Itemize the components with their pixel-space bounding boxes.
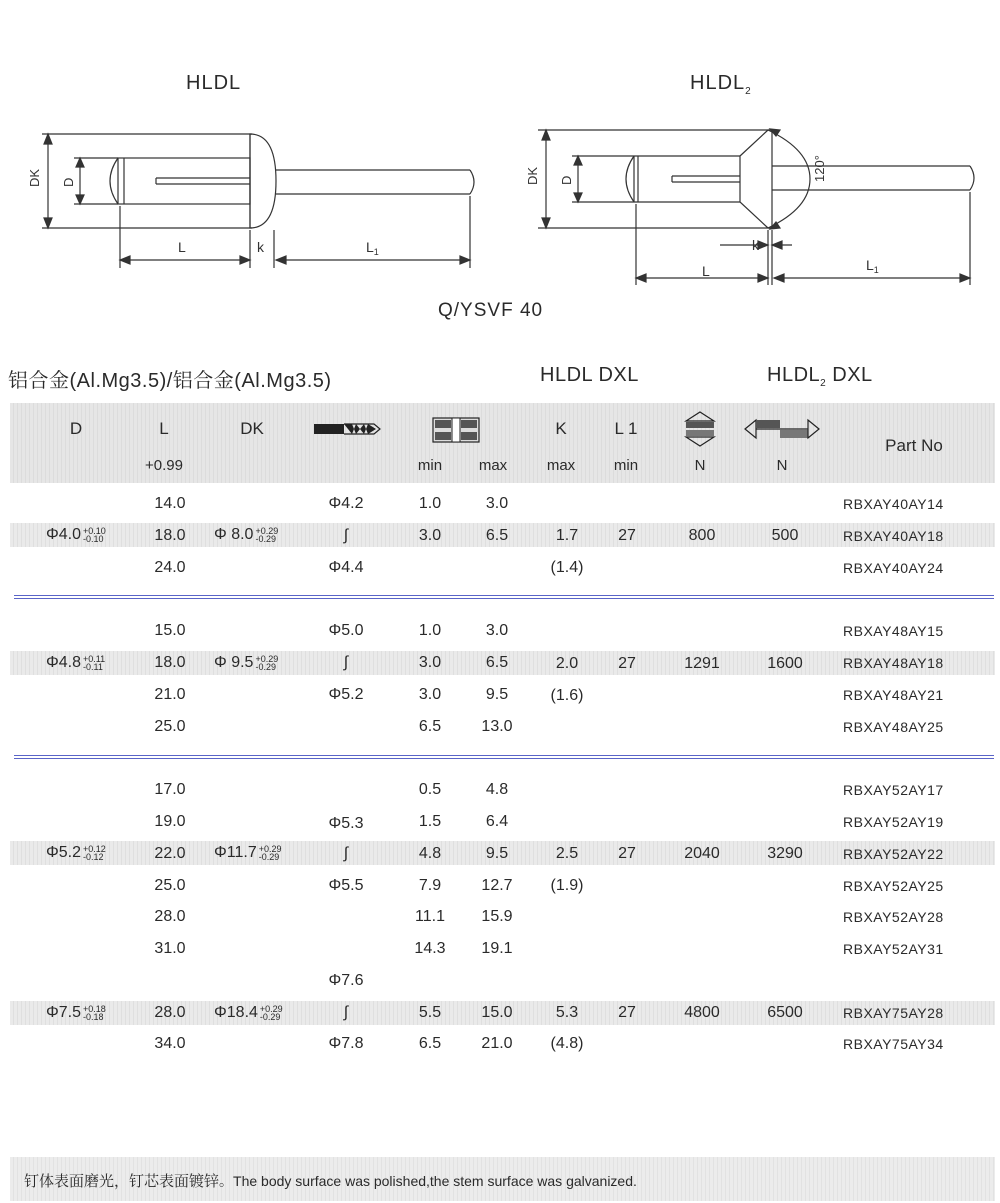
cell-d: Φ5.2 +0.12 -0.12 (46, 843, 106, 862)
cell-n-shear: 2040 (684, 845, 720, 862)
cell-l1: 27 (618, 655, 636, 672)
cell-dk: Φ11.7 +0.29 -0.29 (214, 843, 282, 862)
cell-max: 19.1 (481, 940, 513, 957)
cell-dk: Φ 8.0 +0.29 -0.29 (214, 525, 279, 544)
l1-label-2: $L_1$ (866, 257, 879, 275)
cell-n-tensile: 6500 (767, 1004, 803, 1021)
header-k: K (555, 419, 567, 438)
grip-range-icon (432, 417, 480, 443)
series-hldl: HLDL DXL (540, 364, 639, 386)
cell-min: 5.5 (418, 1004, 442, 1021)
cell-dk: Φ 9.5 +0.29 -0.29 (214, 653, 279, 672)
cell-drill: Φ7.8 (328, 1035, 364, 1052)
header-l: L (159, 419, 169, 438)
group-separator (14, 755, 994, 756)
l-label: L (178, 239, 186, 255)
cell-l: 14.0 (154, 495, 186, 512)
cell-drill: Φ4.4 (328, 559, 364, 576)
cell-k: 2.0 (555, 655, 579, 672)
cell-drill: ∫ (343, 845, 349, 862)
dk-label-2: DK (525, 166, 540, 185)
cell-l: 28.0 (154, 1004, 186, 1021)
cell-l: 34.0 (154, 1035, 186, 1052)
cell-max: 6.4 (485, 813, 509, 830)
cell-n-tensile: 1600 (767, 655, 803, 672)
cell-part-no: RBXAY40AY18 (843, 528, 944, 544)
hldl-rivet-diagram (20, 110, 500, 280)
cell-max: 3.0 (485, 495, 509, 512)
series-hldl2: $HLDL_2$ DXL (767, 364, 873, 389)
cell-d: Φ7.5 +0.18 -0.18 (46, 1003, 106, 1022)
cell-max: 3.0 (485, 622, 509, 639)
cell-max: 4.8 (485, 781, 509, 798)
cell-drill: ∫ (343, 527, 349, 544)
cell-drill: Φ5.2 (328, 686, 364, 703)
cell-part-no: RBXAY52AY19 (843, 814, 944, 830)
cell-n-shear: 4800 (684, 1004, 720, 1021)
cell-max: 9.5 (485, 686, 509, 703)
cell-l: 25.0 (154, 877, 186, 894)
cell-drill: Φ5.0 (328, 622, 364, 639)
cell-min: 1.0 (418, 622, 442, 639)
cell-drill: ∫ (343, 654, 349, 671)
l1-label: $L_1$ (366, 239, 379, 257)
header-l1: L 1 (614, 419, 638, 438)
cell-max: 12.7 (481, 877, 513, 894)
cell-k-alt: (1.9) (550, 877, 584, 894)
cell-min: 3.0 (418, 527, 442, 544)
cell-part-no: RBXAY52AY25 (843, 878, 944, 894)
cell-dk: Φ18.4 +0.29 -0.29 (214, 1003, 283, 1022)
cell-n-shear: 800 (688, 527, 716, 544)
angle-label: 120° (812, 155, 827, 182)
k-label: k (257, 239, 264, 255)
cell-max: 15.9 (481, 908, 513, 925)
cell-min: 6.5 (418, 718, 442, 735)
cell-l: 25.0 (154, 718, 186, 735)
cell-l1: 27 (618, 527, 636, 544)
cell-k-alt: (1.6) (550, 687, 584, 704)
cell-k: 2.5 (555, 845, 579, 862)
footer-note: 钉体表面磨光，钉芯表面镀锌。The body surface was polished,the stem surface was galvanized. (24, 1172, 637, 1190)
cell-max: 15.0 (481, 1004, 513, 1021)
header-k-max: max (546, 457, 576, 474)
cell-l: 21.0 (154, 686, 186, 703)
cell-l: 18.0 (154, 654, 186, 671)
cell-part-no: RBXAY52AY17 (843, 782, 944, 798)
tensile-force-icon (744, 416, 820, 442)
cell-l: 31.0 (154, 940, 186, 957)
shear-force-icon (683, 411, 717, 447)
cell-part-no: RBXAY52AY28 (843, 909, 944, 925)
cell-drill: Φ5.5 (328, 877, 364, 894)
cell-part-no: RBXAY52AY31 (843, 941, 944, 957)
cell-part-no: RBXAY48AY15 (843, 623, 944, 639)
d-label-2: D (559, 175, 574, 185)
cell-k-alt: (1.4) (550, 559, 584, 576)
cell-part-no: RBXAY52AY22 (843, 846, 944, 862)
header-d: D (69, 419, 83, 438)
group-separator (14, 598, 994, 599)
group-separator (14, 758, 994, 759)
d-label: D (61, 177, 76, 187)
cell-l: 28.0 (154, 908, 186, 925)
cell-l: 15.0 (154, 622, 186, 639)
cell-min: 7.9 (418, 877, 442, 894)
cell-max: 21.0 (481, 1035, 513, 1052)
cell-k: 1.7 (555, 527, 579, 544)
cell-min: 1.5 (418, 813, 442, 830)
cell-l: 17.0 (154, 781, 186, 798)
cell-k-alt: (4.8) (550, 1035, 584, 1052)
cell-min: 4.8 (418, 845, 442, 862)
cell-n-tensile: 500 (771, 527, 799, 544)
diagram-title-hldl2: $HLDL_2$ (690, 72, 752, 97)
cell-min: 14.3 (414, 940, 446, 957)
cell-k: 5.3 (555, 1004, 579, 1021)
cell-l: 24.0 (154, 559, 186, 576)
material-title: 铝合金(Al.Mg3.5)/铝合金(Al.Mg3.5) (8, 370, 332, 392)
cell-max: 13.0 (481, 718, 513, 735)
cell-l1: 27 (618, 845, 636, 862)
dk-label: DK (27, 168, 42, 187)
cell-min: 3.0 (418, 654, 442, 671)
cell-l: 22.0 (154, 845, 186, 862)
header-dk: DK (240, 419, 264, 438)
cell-max: 9.5 (485, 845, 509, 862)
cell-part-no: RBXAY40AY14 (843, 496, 944, 512)
cell-min: 0.5 (418, 781, 442, 798)
cell-l: 18.0 (154, 527, 186, 544)
cell-max: 6.5 (485, 654, 509, 671)
header-part-no: Part No (885, 436, 943, 455)
header-grip-min: min (417, 457, 443, 474)
cell-min: 11.1 (415, 908, 445, 925)
header-l1-min: min (613, 457, 639, 474)
cell-min: 6.5 (418, 1035, 442, 1052)
header-n-tensile: N (776, 457, 788, 474)
cell-part-no: RBXAY48AY18 (843, 655, 944, 671)
cell-l: 19.0 (154, 813, 186, 830)
cell-min: 3.0 (418, 686, 442, 703)
cell-part-no: RBXAY75AY34 (843, 1036, 944, 1052)
header-l-tolerance: +0.99 (145, 457, 183, 474)
cell-d: Φ4.8 +0.11 -0.11 (46, 653, 106, 672)
cell-drill: Φ4.2 (328, 495, 364, 512)
cell-min: 1.0 (418, 495, 442, 512)
hldl2-rivet-diagram (520, 110, 990, 295)
cell-d: Φ4.0 +0.10 -0.10 (46, 525, 106, 544)
cell-n-shear: 1291 (684, 655, 720, 672)
cell-drill: ∫ (343, 1004, 349, 1021)
drill-bit-icon (312, 421, 382, 437)
cell-drill: Φ7.6 (328, 972, 364, 989)
cell-max: 6.5 (485, 527, 509, 544)
header-n-shear: N (694, 457, 706, 474)
cell-l1: 27 (618, 1004, 636, 1021)
cell-part-no: RBXAY40AY24 (843, 560, 944, 576)
cell-part-no: RBXAY48AY21 (843, 687, 944, 703)
cell-n-tensile: 3290 (767, 845, 803, 862)
group-separator (14, 595, 994, 596)
header-grip-max: max (478, 457, 508, 474)
cell-part-no: RBXAY48AY25 (843, 719, 944, 735)
standard-code: Q/YSVF 40 (438, 300, 544, 321)
k-label-2: k (752, 237, 759, 253)
cell-drill: Φ5.3 (328, 815, 364, 832)
diagram-title-hldl: HLDL (186, 72, 242, 94)
l-label-2: L (702, 263, 710, 279)
cell-part-no: RBXAY75AY28 (843, 1005, 944, 1021)
